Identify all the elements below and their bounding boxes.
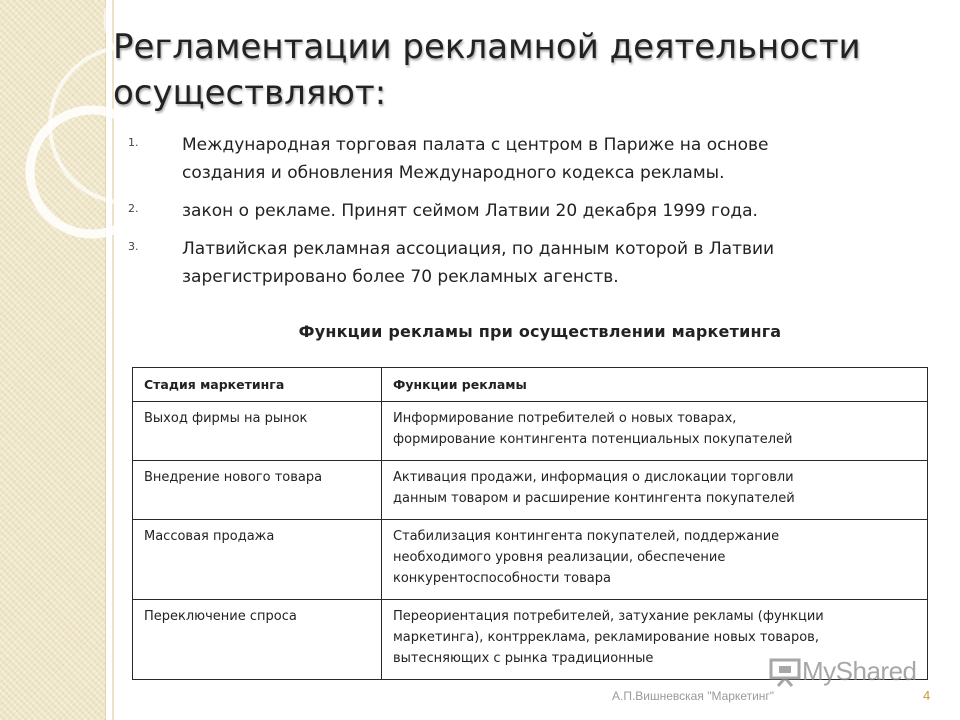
presentation-board-icon <box>768 657 802 687</box>
list-item-number: 3. <box>128 240 139 253</box>
list-item-text: закон о рекламе. Принят сеймом Латвии 20 декабря 1999 года. <box>182 201 758 221</box>
table-heading: Функции рекламы при осуществлении маркетинга <box>298 322 782 341</box>
cell-stage: Выход фирмы на рынок <box>133 402 382 461</box>
list-item-number: 1. <box>128 136 139 149</box>
cell-functions: Стабилизация контингента покупателей, поддержание необходимого уровня реализации, обеспечение конкурентоспособности товара <box>382 520 928 600</box>
table-row <box>133 520 928 600</box>
cell-functions: Информирование потребителей о новых товарах, формирование контингента потенциальных покупателей <box>382 402 928 461</box>
page-number: 4 <box>923 688 931 703</box>
table-row <box>133 402 928 461</box>
footer-author: А.П.Вишневская "Маркетинг" <box>612 689 775 703</box>
table-header-row <box>133 368 928 402</box>
list-item-text: Международная торговая палата с центром в Париже на основе создания и обновления Международного кодекса рекламы. <box>182 135 769 183</box>
list-item <box>128 235 908 291</box>
watermark-text: MyShared <box>802 656 917 686</box>
cell-functions: Активация продажи, информация о дислокации торговли данным товаром и расширение контингента покупателей <box>382 461 928 520</box>
list-item-text: Латвийская рекламная ассоциация, по данным которой в Латвии зарегистрировано более 70 рекламных агенств. <box>182 239 775 287</box>
cell-stage: Переключение спроса <box>133 600 382 680</box>
list-item-number: 2. <box>128 202 139 215</box>
column-header-stage: Стадия маркетинга <box>133 368 382 402</box>
column-header-functions: Функции рекламы <box>382 368 928 402</box>
slide-title-line2: осуществляют: <box>113 73 387 113</box>
cell-functions: Переориентация потребителей, затухание рекламы (функции маркетинга), контрреклама, рекламирование новых товаров, вытесняющих с рынка традиционные <box>382 600 928 680</box>
list-item <box>128 197 908 225</box>
list-item <box>128 131 908 187</box>
slide-title-line1: Регламентации рекламной деятельности <box>113 27 861 67</box>
marketing-functions-table <box>132 367 928 680</box>
slide-title <box>113 24 933 116</box>
cell-stage: Внедрение нового товара <box>133 461 382 520</box>
watermark <box>768 656 917 687</box>
regulators-list <box>128 131 908 301</box>
cell-stage: Массовая продажа <box>133 520 382 600</box>
table-row <box>133 461 928 520</box>
